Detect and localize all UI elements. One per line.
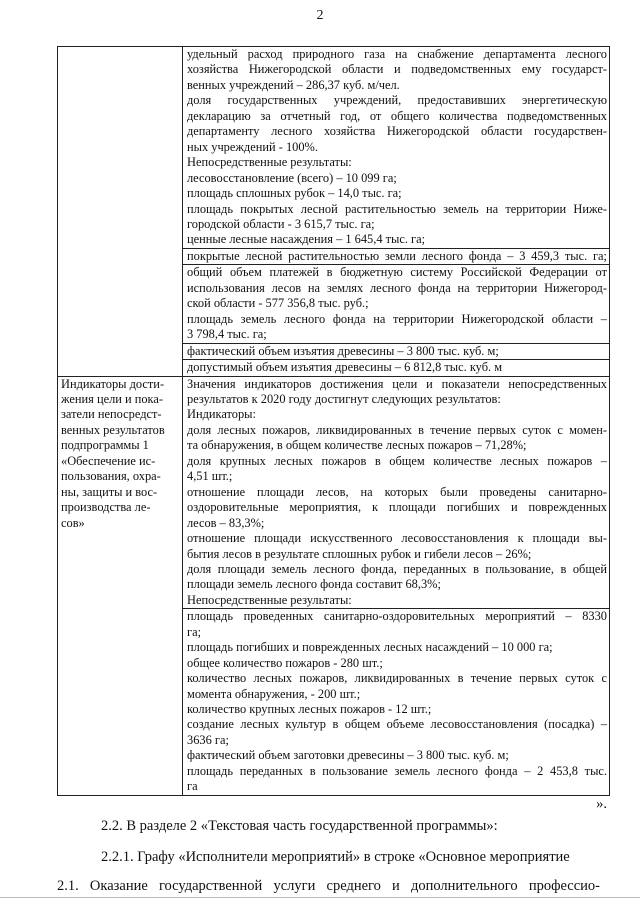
row2-left-cell — [58, 376, 183, 795]
text-line: Значения индикаторов достижения цели и показатели непосредственных — [187, 376, 607, 391]
text-line: лесов – 83,3%; — [187, 515, 265, 530]
text-line: доля государственных учреждений, предоставивших энергетическую — [187, 93, 607, 108]
text-line: покрытые лесной растительностью земли лесного фонда – 3 459,3 тыс. га; — [183, 249, 609, 265]
indicator-label-line: пользования, охра- — [61, 469, 161, 484]
text-line: га; — [187, 624, 202, 639]
row2-right-cell — [183, 376, 610, 795]
text-line: площадь сплошных рубок – 14,0 тыс. га; — [187, 186, 402, 201]
paragraph-2-2: 2.2. В разделе 2 «Текстовая часть государственной программы»: — [101, 818, 498, 834]
text-line: отношение площади лесов, на которых были проведены санитарно- — [187, 484, 607, 499]
text-line: отношение площади искусственного лесовосстановления к площади вы- — [187, 531, 607, 546]
indicator-label-line: ны, защиты и вос- — [61, 484, 158, 499]
page-number: 2 — [316, 8, 324, 23]
text-line: 3636 га; — [187, 732, 229, 747]
text-line: доля площади земель лесного фонда, переданных в пользование, в общей — [187, 561, 607, 576]
text-line: га — [187, 779, 198, 794]
text-line: лесовосстановление (всего) – 10 099 га; — [187, 170, 397, 185]
text-line: площади земель лесного фонда составит 68,3%; — [187, 577, 441, 592]
text-line: Непосредственные результаты: — [187, 155, 352, 170]
text-line: та обнаружения, в общем количестве лесных пожаров – 71,28%; — [187, 438, 527, 453]
text-line: 4,51 шт.; — [187, 469, 233, 484]
text-line: ской области - 577 356,8 тыс. руб.; — [187, 296, 369, 311]
row1-left-cell — [58, 47, 183, 377]
text-line: фактический объем заготовки древесины – 3 800 тыс. куб. м; — [187, 748, 509, 763]
paragraph-2-2-1: 2.2.1. Графу «Исполнители мероприятий» в строке «Основное мероприятие — [101, 849, 570, 865]
page-bottom-edge — [0, 897, 640, 898]
indicator-label-line: сов» — [61, 515, 85, 530]
text-line: момента обнаружения, - 200 шт.; — [187, 686, 361, 701]
text-line: общий объем платежей в бюджетную систему Российской Федерации от — [187, 265, 607, 280]
text-line: площадь проведенных санитарно-оздоровительных мероприятий – 8330 — [187, 609, 607, 624]
text-line: ценные лесные насаждения – 1 645,4 тыс. га; — [183, 232, 609, 248]
text-line: общее количество пожаров - 280 шт.; — [187, 655, 383, 670]
text-line: использования лесов на землях лесного фонда на территории Нижегород- — [187, 280, 607, 295]
text-line: ных учреждений - 100%. — [187, 139, 318, 154]
text-line: допустимый объем изъятия древесины – 6 812,8 тыс. куб. м — [187, 360, 503, 375]
text-line: результатов к 2020 году достигнут следующих результатов: — [187, 391, 501, 406]
text-line: оздоровительные мероприятия, к площади погибших и поврежденных — [187, 500, 607, 515]
indicator-label-line: жения цели и пока- — [61, 391, 164, 406]
text-line: Непосредственные результаты: — [183, 593, 609, 609]
text-line: фактический объем изъятия древесины – 3 800 тыс. куб. м; — [183, 344, 609, 360]
text-line: создание лесных культур в общем объеме лесовосстановления (посадка) – — [187, 717, 607, 732]
text-line: 3 798,4 тыс. га; — [183, 327, 609, 343]
text-line: департаменту лесного хозяйства Нижегородской области государствен- — [187, 124, 607, 139]
text-line: площадь покрытых лесной растительностью земель на территории Ниже- — [187, 201, 607, 216]
text-line: площадь переданных в пользование земель лесного фонда – 2 453,8 тыс. — [187, 763, 607, 778]
text-line: хозяйства Нижегородской области и подведомственных ему государст- — [187, 62, 607, 77]
text-line: удельный расход природного газа на снабжение департамента лесного — [187, 47, 607, 61]
text-line: доля крупных лесных пожаров в общем количестве лесных пожаров – — [187, 453, 607, 468]
text-line: бытия лесов в результате сплошных рубок и гибели лесов – 26%; — [187, 546, 532, 561]
text-line: венных учреждений – 286,37 куб. м/чел. — [187, 77, 400, 92]
indicator-label-line: венных результатов — [61, 422, 165, 437]
text-line: количество крупных лесных пожаров - 12 шт.; — [187, 702, 432, 717]
row1-right-cell — [183, 47, 610, 377]
text-line: декларацию за отчетный год, от общего количества подведомственных — [187, 108, 607, 123]
program-table — [57, 46, 610, 796]
indicator-label-line: затели непосредст- — [61, 407, 162, 422]
paragraph-2-2-1-cont: 2.1. Оказание государственной услуги среднего и дополнительного профессио- — [57, 878, 600, 894]
text-line: Индикаторы: — [187, 407, 256, 422]
indicator-label-line: «Обеспечение ис- — [61, 453, 156, 468]
indicator-label-line: подпрограммы 1 — [61, 438, 149, 453]
text-line: городской области - 3 615,7 тыс. га; — [187, 216, 375, 231]
table-row — [58, 47, 610, 377]
closing-quote: ». — [596, 796, 607, 812]
text-line: площадь погибших и поврежденных лесных насаждений – 10 000 га; — [187, 640, 553, 655]
table-row — [58, 376, 610, 795]
indicator-label-line: Индикаторы дости- — [61, 376, 165, 391]
indicator-label-line: производства ле- — [61, 500, 151, 515]
text-line: площадь земель лесного фонда на территории Нижегородской области – — [187, 311, 607, 326]
text-line: доля лесных пожаров, ликвидированных в течение первых суток с момен- — [187, 422, 607, 437]
text-line: количество лесных пожаров, ликвидированных в течение первых суток с — [187, 671, 607, 686]
